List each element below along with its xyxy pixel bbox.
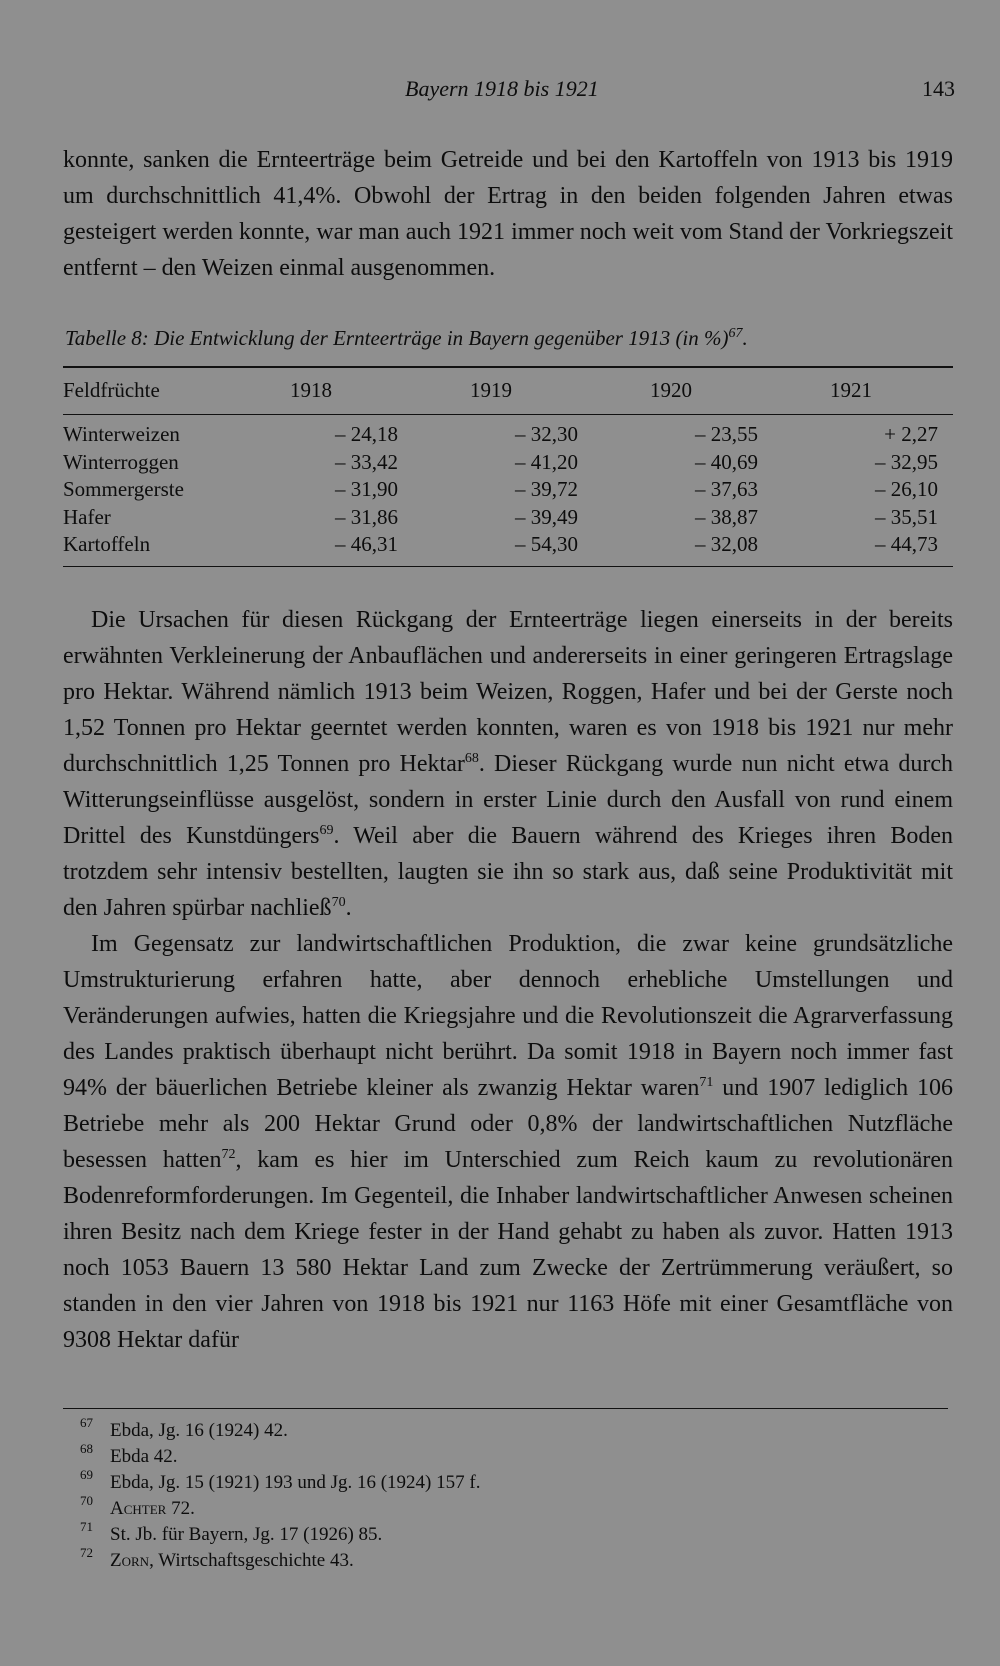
table-body xyxy=(63,422,953,560)
footnote-number: 67 xyxy=(80,1415,93,1430)
footnote-ref-70[interactable]: 70 xyxy=(331,895,346,910)
table-bottom-rule xyxy=(63,566,953,567)
footnote-text: Ebda, Jg. 16 (1924) 42. xyxy=(110,1420,288,1441)
table-row xyxy=(63,422,953,450)
footnote-author: Zorn xyxy=(110,1550,150,1571)
table-cell: – 32,08 xyxy=(695,532,758,556)
footnote-ref-71[interactable]: 71 xyxy=(699,1075,714,1090)
table-cell: – 41,20 xyxy=(515,449,578,474)
footnote-citation: , Wirtschaftsgeschichte 43. xyxy=(149,1550,354,1571)
table-cell: – 31,86 xyxy=(335,504,398,529)
table-cell: Winterroggen xyxy=(63,449,179,474)
column-header-1920: 1920 xyxy=(650,378,692,402)
paragraph-3-text-b: und 1907 lediglich 106 Betriebe mehr als 200 Hektar Grund oder 0,8% der landwirtschaftlichen Nutzfläche besessen hatten xyxy=(63,1075,953,1173)
column-header-1919: 1919 xyxy=(470,378,512,402)
footnote-number: 71 xyxy=(80,1519,93,1534)
column-header-1918: 1918 xyxy=(290,378,332,402)
paragraph-2 xyxy=(63,602,953,926)
table-cell: – 35,51 xyxy=(875,504,938,529)
footnote-ref-68[interactable]: 68 xyxy=(464,751,479,766)
paragraph-2-text-b: . Dieser Rückgang wurde nun nicht etwa durch Witterungseinflüsse ausgelöst, sondern in erster Linie durch den Ausfall von rund einem Drittel des Kunstdüngers xyxy=(63,751,953,849)
table-cell: – 32,30 xyxy=(515,422,578,446)
table-cell: – 54,30 xyxy=(515,532,578,556)
table-cell: – 39,49 xyxy=(515,504,578,529)
footnote-number: 69 xyxy=(80,1467,93,1482)
footnote-citation: 72. xyxy=(166,1498,195,1519)
page-number: 143 xyxy=(922,76,955,101)
footnote-text xyxy=(110,1548,354,1574)
column-header-1921: 1921 xyxy=(830,378,872,402)
paragraph-1-text: konnte, sanken die Ernteerträge beim Getreide und bei den Kartoffeln von 1913 bis 1919 um durchschnittlich 41,4%. Obwohl der Ertrag in den beiden folgenden Jahren etwas gesteigert werden konnte, war man auch 1921 immer noch weit vom Stand der Vorkriegszeit entfernt – den Weizen einmal ausgenommen. xyxy=(63,147,953,281)
footnote-text: Ebda 42. xyxy=(110,1446,178,1467)
table-cell: Hafer xyxy=(63,504,111,529)
footnote-ref-69[interactable]: 69 xyxy=(319,823,334,838)
table-row xyxy=(63,532,953,560)
table-row xyxy=(63,477,953,505)
footnote-rule xyxy=(63,1408,948,1409)
table-cell: – 46,31 xyxy=(335,532,398,556)
column-header-crop: Feldfrüchte xyxy=(63,378,160,402)
table-caption: Tabelle 8: Die Entwicklung der Ernteerträge in Bayern gegenüber 1913 (in %)$^{67}$. xyxy=(65,326,748,350)
paragraph-3 xyxy=(63,926,953,1358)
table-header-rule xyxy=(63,414,953,415)
table-cell: – 40,69 xyxy=(695,449,758,474)
footnote-number: 68 xyxy=(80,1441,93,1456)
table-cell: Winterweizen xyxy=(63,422,180,446)
table-cell: Kartoffeln xyxy=(63,532,151,556)
footnote-ref-67[interactable]: 67 xyxy=(728,326,743,341)
table-cell: – 23,55 xyxy=(695,422,758,446)
table-caption-text: Die Entwicklung der Ernteerträge in Bayern gegenüber 1913 (in %) xyxy=(154,326,729,350)
footnote-text: Ebda, Jg. 15 (1921) 193 und Jg. 16 (1924) 157 f. xyxy=(110,1472,481,1493)
table-caption-label: Tabelle 8: xyxy=(65,326,149,350)
table-cell: – 39,72 xyxy=(515,477,578,501)
table-cell: – 38,87 xyxy=(695,504,758,529)
table-cell: + 2,27 xyxy=(884,422,938,446)
footnote-text: St. Jb. für Bayern, Jg. 17 (1926) 85. xyxy=(110,1524,383,1545)
table-top-rule xyxy=(63,366,953,368)
table-cell: – 32,95 xyxy=(875,449,938,474)
paragraph-2-text-a: Die Ursachen für diesen Rückgang der Ernteerträge liegen einerseits in der bereits erwähnten Verkleinerung der Anbauflächen und andererseits in einer geringeren Ertragslage pro Hektar. Während nämlich 1913 beim Weizen, Roggen, Hafer und bei der Gerste noch 1,52 Tonnen pro Hektar geerntet werden konnten, waren es von 1918 bis 1921 nur mehr durchschnittlich 1,25 Tonnen pro Hektar xyxy=(63,607,953,777)
table-cell: – 44,73 xyxy=(875,532,938,556)
running-head-title: Bayern 1918 bis 1921 xyxy=(405,76,599,101)
table-cell: – 31,90 xyxy=(335,477,398,501)
table-cell: – 26,10 xyxy=(875,477,938,501)
table-cell: Sommergerste xyxy=(63,477,184,501)
footnote-number: 70 xyxy=(80,1493,93,1508)
table-row xyxy=(63,505,953,533)
footnote-number: 72 xyxy=(80,1545,93,1560)
footnote-text xyxy=(110,1496,195,1522)
footnote-author: Achter xyxy=(110,1498,167,1519)
main-text xyxy=(63,602,953,1358)
paragraph-1 xyxy=(63,142,953,286)
table-cell: – 37,63 xyxy=(695,477,758,501)
running-head xyxy=(0,76,1000,106)
paragraph-3-text-c: , kam es hier im Unterschied zum Reich kaum zu revolutionären Bodenreformforderungen. Im Gegenteil, die Inhaber landwirtschaftlicher Anwesen scheinen ihren Besitz nach dem Kriege fester in der Hand gehabt zu haben als zuvor. Hatten 1913 noch 1053 Bauern 13 580 Hektar Land zum Zwecke der Zertrümmerung veräußert, so standen in den vier Jahren von 1918 bis 1921 nur 1163 Höfe mit einer Gesamtfläche von 9308 Hektar dafür xyxy=(63,1147,954,1353)
table-cell: – 24,18 xyxy=(335,422,398,446)
paragraph-2-text-d: . xyxy=(345,895,352,921)
paragraph-2-text-c: . Weil aber die Bauern während des Krieges ihren Boden trotzdem sehr intensiv bestellten, laugten sie ihn so stark aus, daß seine Produktivität mit den Jahren spürbar nachließ xyxy=(63,823,953,921)
table-row xyxy=(63,450,953,478)
table-cell: – 33,42 xyxy=(335,449,398,474)
footnote-ref-72[interactable]: 72 xyxy=(221,1147,236,1162)
paragraph-3-text-a: Im Gegensatz zur landwirtschaftlichen Produktion, die zwar keine grundsätzliche Umstrukturierung erfahren hatte, aber dennoch erhebliche Umstellungen und Veränderungen aufwies, hatten die Kriegsjahre und die Revolutionszeit die Agrarverfassung des Landes praktisch überhaupt nicht berührt. Da somit 1918 in Bayern noch immer fast 94% der bäuerlichen Betriebe kleiner als zwanzig Hektar waren xyxy=(63,931,953,1101)
table-header xyxy=(63,378,953,406)
